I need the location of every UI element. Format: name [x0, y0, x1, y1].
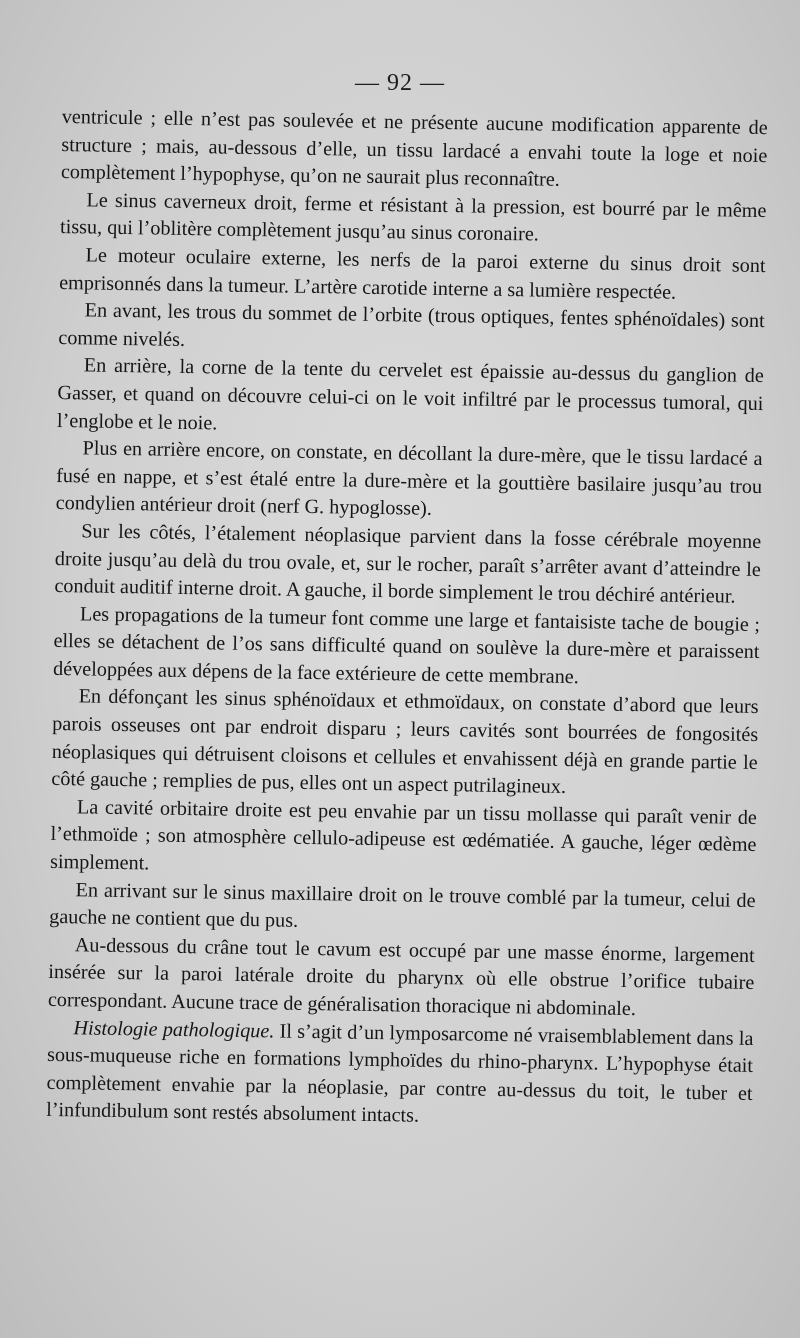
body-text [46, 104, 768, 1136]
paragraph-histology [46, 1014, 754, 1135]
paragraph: En défonçant les sinus sphénoïdaux et ethmoïdaux, on constate d’abord que leurs parois osseuses ont par endroit disparu ; leurs cavités sont bourrées de fongosités néoplasiques qui détruisent cloisons et cellules et envahissent déjà en grande partie le côté gauche ; remplies de pus, elles ont un aspect putrilagineux. [51, 685, 759, 799]
section-heading: Histologie pathologique. [73, 1016, 275, 1043]
paragraph: ventricule ; elle n’est pas soulevée et ne présente aucune modification apparente de structure ; mais, au-dessous d’elle, un tissu lardacé a envahi toute la loge et noie complètement l’hypophyse, qu’on ne saurait plus reconnaître. [60, 105, 768, 192]
paragraph: En arrivant sur le sinus maxillaire droit on le trouve comblé par la tumeur, celui de gauche ne contient que du pus. [49, 878, 756, 933]
paragraph: En arrière, la corne de la tente du cervelet est épaissie au-dessus du ganglion de Gasser, et quand on découvre celui-ci on le voit infiltré par le processus tumoral, qui l’englobe et le noie. [56, 354, 764, 435]
paragraph: En avant, les trous du sommet de l’orbite (trous optiques, fentes sphénoïdales) sont comme nivelés. [58, 299, 765, 351]
paragraph: Les propagations de la tumeur font comme une large et fantaisiste tache de bougie ; elles se détachent de l’os sans difficulté quand on soulève la dure-mère et paraissent développées aux dépens de la face extérieure de cette membrane. [52, 603, 761, 689]
paragraph: Au-dessous du crâne tout le cavum est occupé par une masse énorme, largement insérée sur la paroi latérale droite du pharynx où elle obstrue l’orifice tubaire correspondant. Aucune trace de généralisation thoracique ni abdominale. [47, 934, 755, 1021]
paragraph: Le sinus caverneux droit, ferme et résistant à la pression, est bourré par le même tissu, qui l’oblitère complètement jusqu’au sinus coronaire. [59, 189, 767, 246]
paragraph: Plus en arrière encore, on constate, en décollant la dure-mère, que le tissu lardacé a fusé en nappe, et s’est étalé entre la dure-mère et la gouttière basilaire jusqu’au trou condylien antérieur droit (nerf G. hypoglosse). [55, 437, 763, 521]
paragraph: Le moteur oculaire externe, les nerfs de la paroi externe du sinus droit sont emprisonnés dans la tumeur. L’artère carotide interne a sa lumière respectée. [59, 244, 766, 304]
paragraph-text: Il s’agit d’un lymposarcome né vraisemblablement dans la sous-muqueuse riche en formations lymphoïdes du rhino-pharynx. L’hypophyse était complètement envahie par la néoplasie, par contre au-dessus du toit, le tuber et l’infundibulum sont restés absolument intacts. [46, 1020, 754, 1128]
paragraph: La cavité orbitaire droite est peu envahie par un tissu mollasse qui paraît venir de l’ethmoïde ; son atmosphère cellulo-adipeuse est œdématiée. A gauche, léger œdème simplement. [49, 796, 758, 875]
page-number: — 92 — [355, 70, 445, 96]
paragraph: Sur les côtés, l’étalement néoplasique parvient dans la fosse cérébrale moyenne droite jusqu’au delà du trou ovale, et, sur le rocher, paraît s’arrêter avant d’atteindre le conduit auditif interne droit. A gauche, il borde simplement le trou déchiré antérieur. [54, 520, 762, 608]
